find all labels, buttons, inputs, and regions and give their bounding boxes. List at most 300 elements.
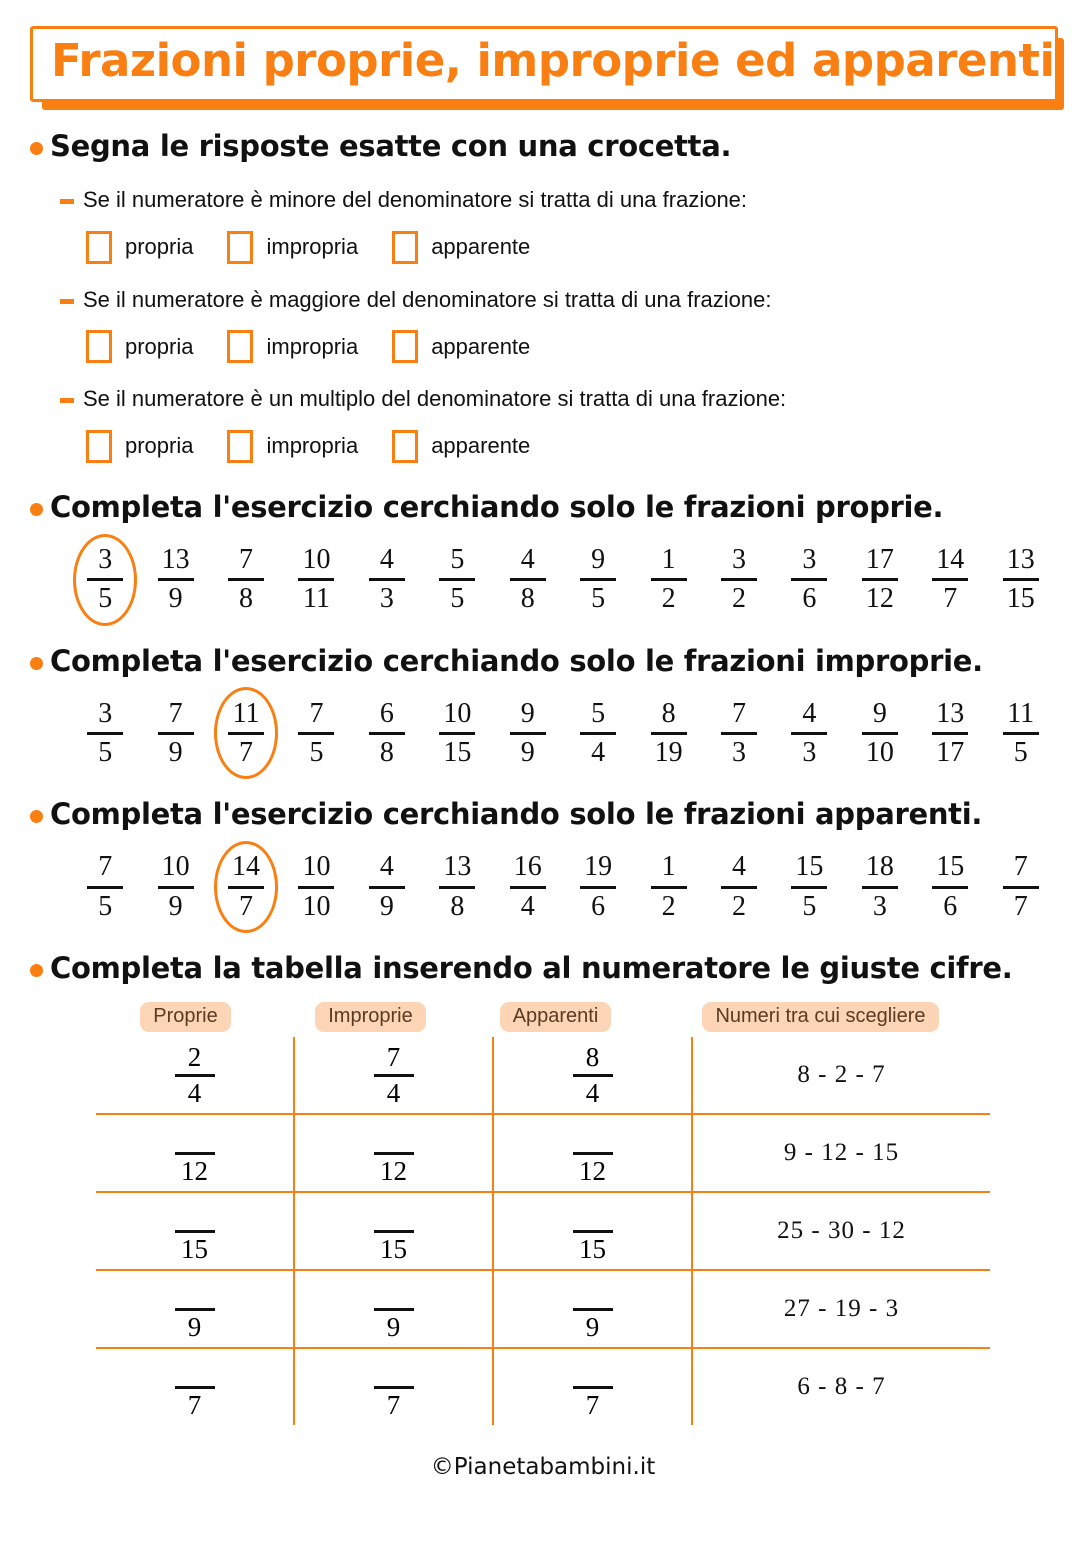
fraction xyxy=(83,697,127,770)
numerator: 3 xyxy=(98,544,113,576)
fraction xyxy=(647,697,691,770)
numerator-blank[interactable]: 7 xyxy=(386,1042,401,1073)
fraction xyxy=(928,543,972,616)
numerator-blank[interactable]: 2 xyxy=(187,1042,202,1073)
denominator: 7 xyxy=(187,1390,202,1421)
option-propria[interactable] xyxy=(86,231,193,264)
bullet-dot-icon xyxy=(30,964,43,977)
fraction-bar xyxy=(1003,732,1039,735)
table-header-apparenti xyxy=(463,1002,648,1032)
fraction-bar xyxy=(175,1230,215,1233)
cell-choices xyxy=(692,1036,992,1115)
fraction-bar xyxy=(439,886,475,889)
denominator: 2 xyxy=(661,890,676,922)
question-1 xyxy=(60,186,1056,264)
fraction xyxy=(175,1043,215,1107)
fraction xyxy=(224,543,268,616)
fraction-item[interactable] xyxy=(211,543,281,616)
dash-marker-icon xyxy=(60,398,74,403)
denominator: 3 xyxy=(872,890,887,922)
checkbox-apparente[interactable] xyxy=(392,231,418,264)
option-apparente[interactable] xyxy=(392,231,530,264)
fraction-item[interactable] xyxy=(774,697,844,770)
numerator: 15 xyxy=(795,851,824,883)
header-label: Improprie xyxy=(315,1002,425,1032)
fraction-bar xyxy=(580,732,616,735)
denominator: 5 xyxy=(802,890,817,922)
numerator: 7 xyxy=(732,697,746,729)
option-label: propria xyxy=(125,433,194,459)
numerator: 1 xyxy=(661,851,676,883)
checkbox-propria[interactable] xyxy=(86,231,112,264)
numerator: 13 xyxy=(936,697,965,729)
cell-choices xyxy=(692,1114,992,1192)
section-table xyxy=(30,950,1056,1428)
numerator: 17 xyxy=(865,544,894,576)
fraction-item[interactable] xyxy=(985,697,1055,770)
cell-proprie[interactable] xyxy=(95,1348,295,1427)
numerator: 9 xyxy=(872,697,887,729)
section-heading-5 xyxy=(30,950,1056,986)
cell-proprie[interactable] xyxy=(95,1114,295,1192)
question-1-line xyxy=(60,186,1056,215)
numerator: 7 xyxy=(1013,851,1028,883)
heading-label: Completa la tabella inserendo al numeratore le giuste cifre. xyxy=(50,950,1013,985)
fraction xyxy=(374,1277,414,1341)
checkbox-propria[interactable] xyxy=(86,330,112,363)
option-impropria[interactable] xyxy=(227,231,358,264)
fraction-bar xyxy=(158,578,194,581)
numerator: 6 xyxy=(379,697,394,729)
table-body xyxy=(95,1036,992,1427)
fraction xyxy=(787,697,831,770)
fraction-bar xyxy=(1003,578,1039,581)
denominator: 2 xyxy=(661,583,676,615)
fraction xyxy=(83,850,127,923)
table-header-row xyxy=(93,1002,993,1032)
fraction xyxy=(175,1121,215,1185)
option-label: impropria xyxy=(266,433,359,459)
checkbox-propria[interactable] xyxy=(86,430,112,463)
numerator: 4 xyxy=(520,544,535,576)
table-row xyxy=(95,1114,992,1192)
numerator: 14 xyxy=(936,544,965,576)
fraction-item[interactable] xyxy=(493,543,563,616)
fraction xyxy=(374,1355,414,1419)
fraction-item[interactable] xyxy=(493,850,563,923)
fraction-item[interactable] xyxy=(633,697,703,770)
fraction-bar xyxy=(573,1230,613,1233)
numerator: 7 xyxy=(309,697,324,729)
numerator: 7 xyxy=(239,544,254,576)
fraction-bar xyxy=(932,578,968,581)
denominator: 12 xyxy=(380,1156,407,1187)
bullet-dot-icon xyxy=(30,503,43,516)
section-heading-1 xyxy=(30,128,1056,164)
fraction-row-improper xyxy=(70,697,1056,770)
numerator: 3 xyxy=(732,544,746,576)
question-2-options xyxy=(86,330,1056,363)
numerator: 7 xyxy=(98,851,113,883)
fraction-bar xyxy=(175,1074,215,1077)
choices-text: 6 - 8 - 7 xyxy=(797,1373,886,1401)
fraction xyxy=(175,1355,215,1419)
dash-marker-icon xyxy=(60,199,74,204)
denominator: 7 xyxy=(239,736,254,768)
cell-choices xyxy=(692,1192,992,1270)
fraction-item[interactable] xyxy=(281,850,351,923)
fraction-bar xyxy=(175,1152,215,1155)
fraction-item[interactable] xyxy=(915,850,985,923)
section-heading-2 xyxy=(30,489,1056,525)
fraction-bar xyxy=(580,886,616,889)
fraction-item[interactable] xyxy=(985,543,1055,616)
fraction-bar xyxy=(510,886,546,889)
table-header-improprie xyxy=(278,1002,463,1032)
fraction-bar xyxy=(87,578,123,581)
numerator: 4 xyxy=(732,851,746,883)
option-label: propria xyxy=(125,333,194,359)
fraction-item[interactable] xyxy=(281,697,351,770)
question-3 xyxy=(60,385,1056,463)
fraction-bar xyxy=(175,1386,215,1389)
fraction-bar xyxy=(228,732,264,735)
fraction-item[interactable] xyxy=(563,543,633,616)
denominator: 5 xyxy=(1013,736,1028,768)
section-apparent-fractions xyxy=(30,796,1056,924)
numerator: 7 xyxy=(168,697,183,729)
fraction xyxy=(365,543,409,616)
denominator: 4 xyxy=(585,1078,600,1109)
denominator: 12 xyxy=(865,583,894,615)
cell-improprie[interactable] xyxy=(294,1348,493,1427)
numerator: 15 xyxy=(936,851,965,883)
numerator: 5 xyxy=(450,544,465,576)
table-header-proprie xyxy=(93,1002,278,1032)
cell-apparenti[interactable] xyxy=(493,1348,692,1427)
denominator: 9 xyxy=(168,583,183,615)
fraction-item[interactable] xyxy=(774,850,844,923)
fraction-item[interactable] xyxy=(915,697,985,770)
fraction-item[interactable] xyxy=(633,543,703,616)
fraction-item[interactable] xyxy=(633,850,703,923)
fraction xyxy=(573,1277,613,1341)
bullet-dot-icon xyxy=(30,810,43,823)
fraction xyxy=(576,697,620,770)
fraction-bar xyxy=(573,1386,613,1389)
fraction xyxy=(175,1277,215,1341)
denominator: 9 xyxy=(168,736,183,768)
option-label: impropria xyxy=(266,234,359,260)
footer-credit: ©Pianetabambini.it xyxy=(430,1454,656,1481)
fraction-item[interactable] xyxy=(140,850,210,923)
fraction-item[interactable] xyxy=(70,850,140,923)
denominator: 6 xyxy=(802,583,817,615)
denominator: 5 xyxy=(98,736,113,768)
fraction-bar xyxy=(439,578,475,581)
fraction-item[interactable] xyxy=(704,850,774,923)
table-row xyxy=(95,1348,992,1427)
denominator: 5 xyxy=(98,583,113,615)
section-heading-4 xyxy=(30,796,1056,832)
fraction-item[interactable] xyxy=(563,850,633,923)
fraction-bar xyxy=(87,732,123,735)
numerator: 13 xyxy=(161,544,190,576)
fraction-bar xyxy=(791,886,827,889)
checkbox-apparente[interactable] xyxy=(392,430,418,463)
numerator: 14 xyxy=(232,851,261,883)
fraction-item[interactable] xyxy=(563,697,633,770)
fraction-item[interactable] xyxy=(985,850,1055,923)
checkbox-impropria[interactable] xyxy=(227,231,253,264)
denominator: 5 xyxy=(309,736,324,768)
fraction xyxy=(374,1199,414,1263)
denominator: 5 xyxy=(450,583,465,615)
fraction-item[interactable] xyxy=(774,543,844,616)
fraction xyxy=(647,850,691,923)
fraction-item[interactable] xyxy=(352,543,422,616)
question-2-line xyxy=(60,286,1056,315)
fraction xyxy=(175,1199,215,1263)
denominator: 7 xyxy=(1013,890,1028,922)
denominator: 12 xyxy=(579,1156,606,1187)
fraction-item[interactable] xyxy=(140,697,210,770)
fraction-bar xyxy=(374,1230,414,1233)
denominator: 15 xyxy=(443,736,472,768)
numerator-blank[interactable]: 8 xyxy=(585,1042,600,1073)
checkbox-apparente[interactable] xyxy=(392,330,418,363)
fraction-bar xyxy=(573,1152,613,1155)
fraction xyxy=(787,543,831,616)
cell-proprie[interactable] xyxy=(95,1192,295,1270)
fraction xyxy=(717,850,761,923)
denominator: 15 xyxy=(579,1234,606,1265)
fraction-bar xyxy=(510,578,546,581)
denominator: 7 xyxy=(585,1390,600,1421)
cell-improprie[interactable] xyxy=(294,1036,493,1115)
fraction-bar xyxy=(510,732,546,735)
fraction-bar xyxy=(791,732,827,735)
fraction-bar xyxy=(651,578,687,581)
table-row xyxy=(95,1036,992,1115)
fraction xyxy=(154,697,198,770)
title-banner xyxy=(30,26,1058,102)
fraction xyxy=(294,697,338,770)
option-apparente[interactable] xyxy=(392,430,530,463)
choices-text: 9 - 12 - 15 xyxy=(783,1139,900,1167)
denominator: 15 xyxy=(181,1234,208,1265)
fraction xyxy=(365,697,409,770)
cell-choices xyxy=(692,1270,992,1348)
fraction-circled[interactable] xyxy=(70,543,140,616)
cell-apparenti[interactable] xyxy=(493,1192,692,1270)
fraction-circled[interactable] xyxy=(211,850,281,923)
fraction-bar xyxy=(158,732,194,735)
fraction-bar xyxy=(369,886,405,889)
fraction-bar xyxy=(175,1308,215,1311)
fraction-item[interactable] xyxy=(845,697,915,770)
fraction-table xyxy=(93,1034,993,1428)
fraction xyxy=(83,543,127,616)
worksheet-page xyxy=(0,26,1086,1562)
option-propria[interactable] xyxy=(86,330,193,363)
denominator: 4 xyxy=(520,890,535,922)
bullet-dot-icon xyxy=(30,657,43,670)
denominator: 10 xyxy=(865,736,894,768)
fraction xyxy=(858,543,902,616)
denominator: 5 xyxy=(591,583,606,615)
option-label: propria xyxy=(125,234,194,260)
denominator: 3 xyxy=(379,583,394,615)
cell-proprie[interactable] xyxy=(95,1036,295,1115)
fraction xyxy=(435,697,479,770)
numerator: 16 xyxy=(513,851,542,883)
numerator: 9 xyxy=(591,544,606,576)
cell-apparenti[interactable] xyxy=(493,1270,692,1348)
numerator: 13 xyxy=(1006,544,1035,576)
fraction xyxy=(154,543,198,616)
denominator: 9 xyxy=(520,736,535,768)
fraction-bar xyxy=(374,1308,414,1311)
heading-label: Completa l'esercizio cerchiando solo le frazioni improprie. xyxy=(50,643,983,678)
checkbox-impropria[interactable] xyxy=(227,430,253,463)
denominator: 6 xyxy=(943,890,958,922)
fraction-bar xyxy=(369,578,405,581)
question-text: Se il numeratore è minore del denominatore si tratta di una frazione: xyxy=(83,187,748,212)
denominator: 8 xyxy=(379,736,394,768)
fraction xyxy=(573,1355,613,1419)
fraction xyxy=(573,1043,613,1107)
fraction xyxy=(435,850,479,923)
option-impropria[interactable] xyxy=(227,330,358,363)
fraction-row-apparent xyxy=(70,850,1056,923)
fraction-item[interactable] xyxy=(352,850,422,923)
denominator: 8 xyxy=(450,890,465,922)
fraction-bar xyxy=(439,732,475,735)
denominator: 7 xyxy=(943,583,958,615)
fraction-bar xyxy=(298,578,334,581)
denominator: 10 xyxy=(302,890,331,922)
fraction xyxy=(365,850,409,923)
cell-improprie[interactable] xyxy=(294,1114,493,1192)
fraction-item[interactable] xyxy=(352,697,422,770)
fraction-item[interactable] xyxy=(845,850,915,923)
fraction-bar xyxy=(573,1308,613,1311)
question-text: Se il numeratore è maggiore del denominatore si tratta di una frazione: xyxy=(83,286,772,312)
fraction-bar xyxy=(573,1074,613,1077)
option-propria[interactable] xyxy=(86,430,193,463)
denominator: 3 xyxy=(802,736,817,768)
fraction xyxy=(787,850,831,923)
fraction-bar xyxy=(374,1074,414,1077)
fraction-bar xyxy=(228,886,264,889)
denominator: 4 xyxy=(386,1078,401,1109)
option-apparente[interactable] xyxy=(392,330,530,363)
section-improper-fractions xyxy=(30,643,1056,771)
fraction-bar xyxy=(228,578,264,581)
fraction-item[interactable] xyxy=(140,543,210,616)
fraction xyxy=(858,697,902,770)
fraction-bar xyxy=(721,578,757,581)
cell-apparenti[interactable] xyxy=(493,1036,692,1115)
fraction-item[interactable] xyxy=(422,543,492,616)
fraction-circled[interactable] xyxy=(211,697,281,770)
option-impropria[interactable] xyxy=(227,430,358,463)
fraction-bar xyxy=(374,1386,414,1389)
denominator: 2 xyxy=(732,583,746,615)
fraction xyxy=(506,697,550,770)
fraction-table-wrap xyxy=(30,1002,1056,1428)
choices-text: 25 - 30 - 12 xyxy=(777,1217,906,1245)
fraction xyxy=(154,850,198,923)
fraction xyxy=(573,1121,613,1185)
numerator: 4 xyxy=(802,697,817,729)
fraction-bar xyxy=(87,886,123,889)
fraction-item[interactable] xyxy=(915,543,985,616)
fraction-item[interactable] xyxy=(422,850,492,923)
heading-label: Completa l'esercizio cerchiando solo le frazioni apparenti. xyxy=(50,797,983,832)
fraction-item[interactable] xyxy=(704,697,774,770)
fraction xyxy=(506,850,550,923)
denominator: 17 xyxy=(936,736,965,768)
fraction-bar xyxy=(1003,886,1039,889)
fraction-bar xyxy=(721,886,757,889)
fraction xyxy=(999,697,1043,770)
choices-text: 27 - 19 - 3 xyxy=(783,1295,900,1323)
fraction-item[interactable] xyxy=(704,543,774,616)
numerator: 4 xyxy=(379,544,394,576)
page-title: Frazioni proprie, improprie ed apparenti xyxy=(51,34,1055,87)
fraction xyxy=(294,543,338,616)
fraction-bar xyxy=(862,732,898,735)
question-3-line xyxy=(60,385,1056,414)
numerator: 10 xyxy=(161,851,190,883)
fraction-item[interactable] xyxy=(281,543,351,616)
header-label: Proprie xyxy=(140,1002,230,1032)
cell-improprie[interactable] xyxy=(294,1270,493,1348)
denominator: 11 xyxy=(302,583,330,615)
denominator: 19 xyxy=(654,736,683,768)
fraction-item[interactable] xyxy=(493,697,563,770)
denominator: 2 xyxy=(732,890,746,922)
section-proper-fractions xyxy=(30,489,1056,617)
cell-apparenti[interactable] xyxy=(493,1114,692,1192)
fraction-bar xyxy=(862,578,898,581)
numerator: 19 xyxy=(584,851,613,883)
cell-improprie[interactable] xyxy=(294,1192,493,1270)
header-label: Apparenti xyxy=(500,1002,612,1032)
fraction xyxy=(374,1121,414,1185)
option-label: apparente xyxy=(431,234,531,260)
numerator: 11 xyxy=(232,697,260,729)
denominator: 5 xyxy=(98,890,113,922)
numerator: 3 xyxy=(802,544,817,576)
cell-proprie[interactable] xyxy=(95,1270,295,1348)
fraction-bar xyxy=(651,886,687,889)
fraction-item[interactable] xyxy=(70,697,140,770)
checkbox-impropria[interactable] xyxy=(227,330,253,363)
numerator: 9 xyxy=(520,697,535,729)
fraction xyxy=(435,543,479,616)
numerator: 8 xyxy=(661,697,676,729)
denominator: 9 xyxy=(379,890,394,922)
option-label: apparente xyxy=(431,333,531,359)
denominator: 12 xyxy=(181,1156,208,1187)
fraction xyxy=(717,697,761,770)
fraction-item[interactable] xyxy=(422,697,492,770)
fraction xyxy=(647,543,691,616)
fraction-item[interactable] xyxy=(845,543,915,616)
